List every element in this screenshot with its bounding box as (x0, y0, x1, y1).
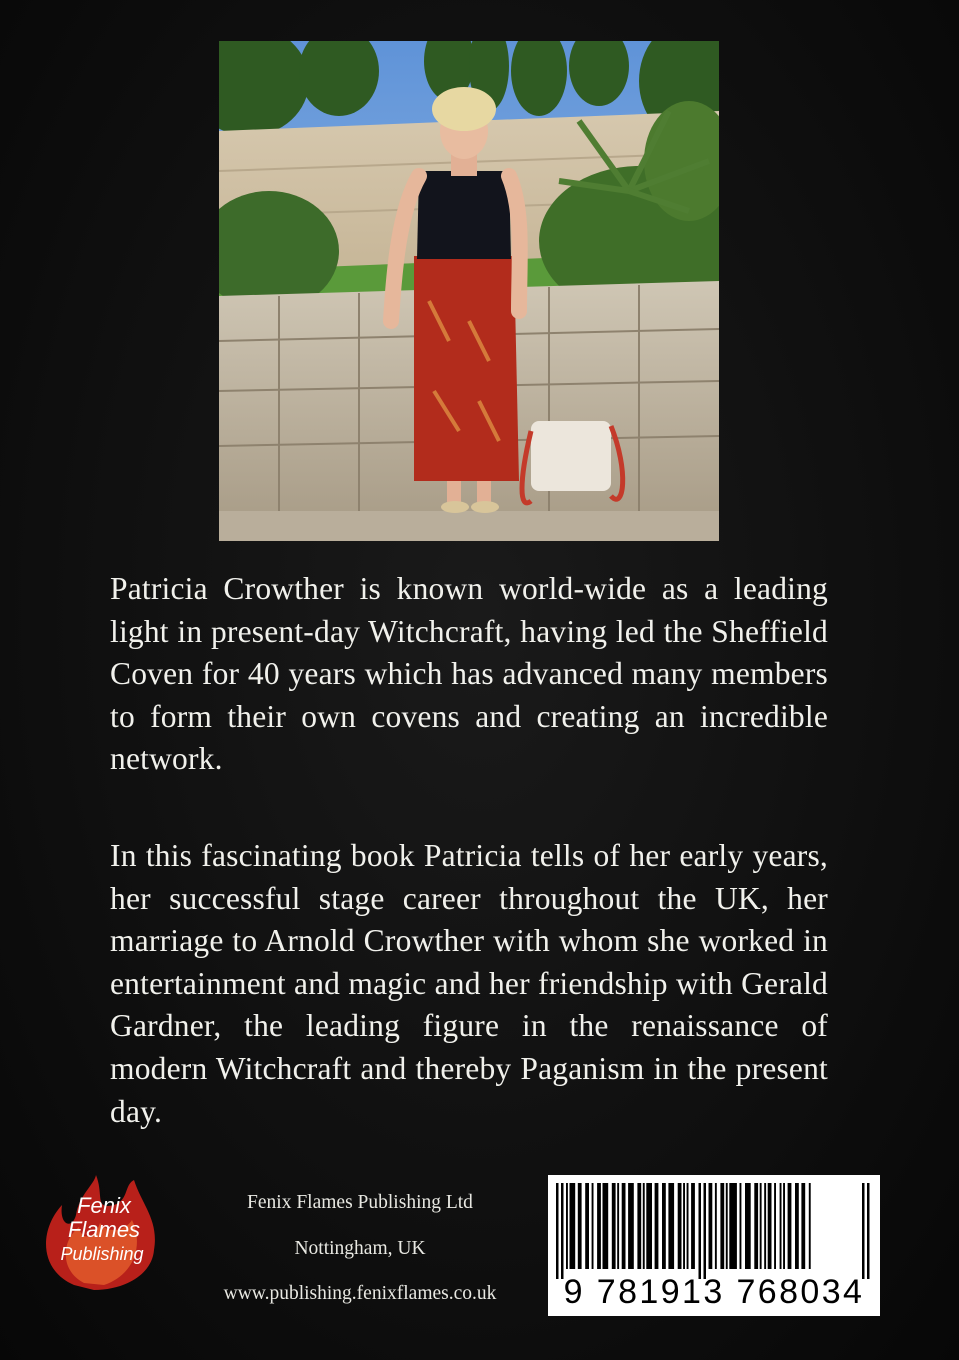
barcode-bar (668, 1183, 674, 1269)
barcode-bar (862, 1183, 865, 1279)
barcode-bar (726, 1183, 728, 1269)
barcode-bar (662, 1183, 666, 1269)
barcode-bar (561, 1183, 564, 1279)
publisher-logo (34, 1175, 170, 1293)
barcode-bar (678, 1183, 682, 1269)
barcode-bar (809, 1183, 811, 1269)
author-description: Patricia Crowther is known world-wide as a leading light in present-day Witchcraft, having led the Sheffield Coven for 40 years which has advanced many members to form their own covens and creating an incredible network. (110, 571, 828, 777)
author-photo-image (219, 41, 719, 541)
flame-logo-icon (34, 1175, 170, 1293)
barcode-bar (628, 1183, 634, 1269)
barcode-bar (780, 1183, 782, 1269)
barcode-bar (768, 1183, 772, 1269)
barcode-bar (578, 1183, 582, 1269)
barcode-bar (704, 1183, 707, 1279)
barcode-bar (795, 1183, 799, 1269)
barcode-bar (622, 1183, 626, 1269)
barcode-bar (764, 1183, 766, 1269)
barcode-bar (646, 1183, 652, 1269)
logo-line-1: Fenix (77, 1193, 131, 1218)
barcode-bar (720, 1183, 724, 1269)
barcode-bar (597, 1183, 601, 1269)
barcode-bar (760, 1183, 762, 1269)
logo-line-3: Publishing (60, 1244, 144, 1264)
barcode-bar (867, 1183, 870, 1279)
barcode-bar (556, 1183, 559, 1279)
barcode-bar (699, 1183, 702, 1279)
barcode-bar (801, 1183, 805, 1269)
isbn-number: 9 781913 768034 (563, 1273, 865, 1311)
barcode-bar (617, 1183, 619, 1269)
barcode-bar (709, 1183, 713, 1269)
barcode-bar (655, 1183, 659, 1269)
publisher-city: Nottingham, UK (294, 1238, 426, 1259)
barcode-bar (754, 1183, 758, 1269)
author-photo (219, 41, 719, 541)
barcode-bar (612, 1183, 616, 1269)
barcode-bars-icon (554, 1183, 874, 1279)
barcode-bar (643, 1183, 645, 1269)
publisher-website: www.publishing.fenixflames.co.uk (223, 1283, 497, 1304)
barcode-bar (683, 1183, 685, 1269)
barcode-bar (774, 1183, 776, 1269)
barcode-bar (592, 1183, 594, 1269)
barcode-bar (603, 1183, 609, 1269)
barcode-bar (788, 1183, 792, 1269)
book-description: In this fascinating book Patricia tells of her early years, her successful stage career throughout the UK, her marriage to Arnold Crowther with whom she worked in entertainment and magic and her friendship with Gerald Gardner, the leading figure in the renaissance of modern Witchcraft and thereby Paganism in the present day. (110, 838, 828, 1129)
logo-line-2: Flames (67, 1217, 141, 1242)
barcode-bar (691, 1183, 695, 1269)
barcode-bar (687, 1183, 689, 1269)
barcode-bar (740, 1183, 742, 1269)
barcode-bar (745, 1183, 751, 1269)
isbn-barcode (548, 1175, 880, 1316)
barcode-bar (566, 1183, 568, 1269)
barcode-bar (637, 1183, 641, 1269)
barcode-bar (585, 1183, 589, 1269)
barcode-bar (715, 1183, 717, 1269)
barcode-bar (570, 1183, 576, 1269)
publisher-name: Fenix Flames Publishing Ltd (247, 1192, 473, 1213)
barcode-bar (729, 1183, 737, 1269)
barcode-bar (783, 1183, 785, 1269)
